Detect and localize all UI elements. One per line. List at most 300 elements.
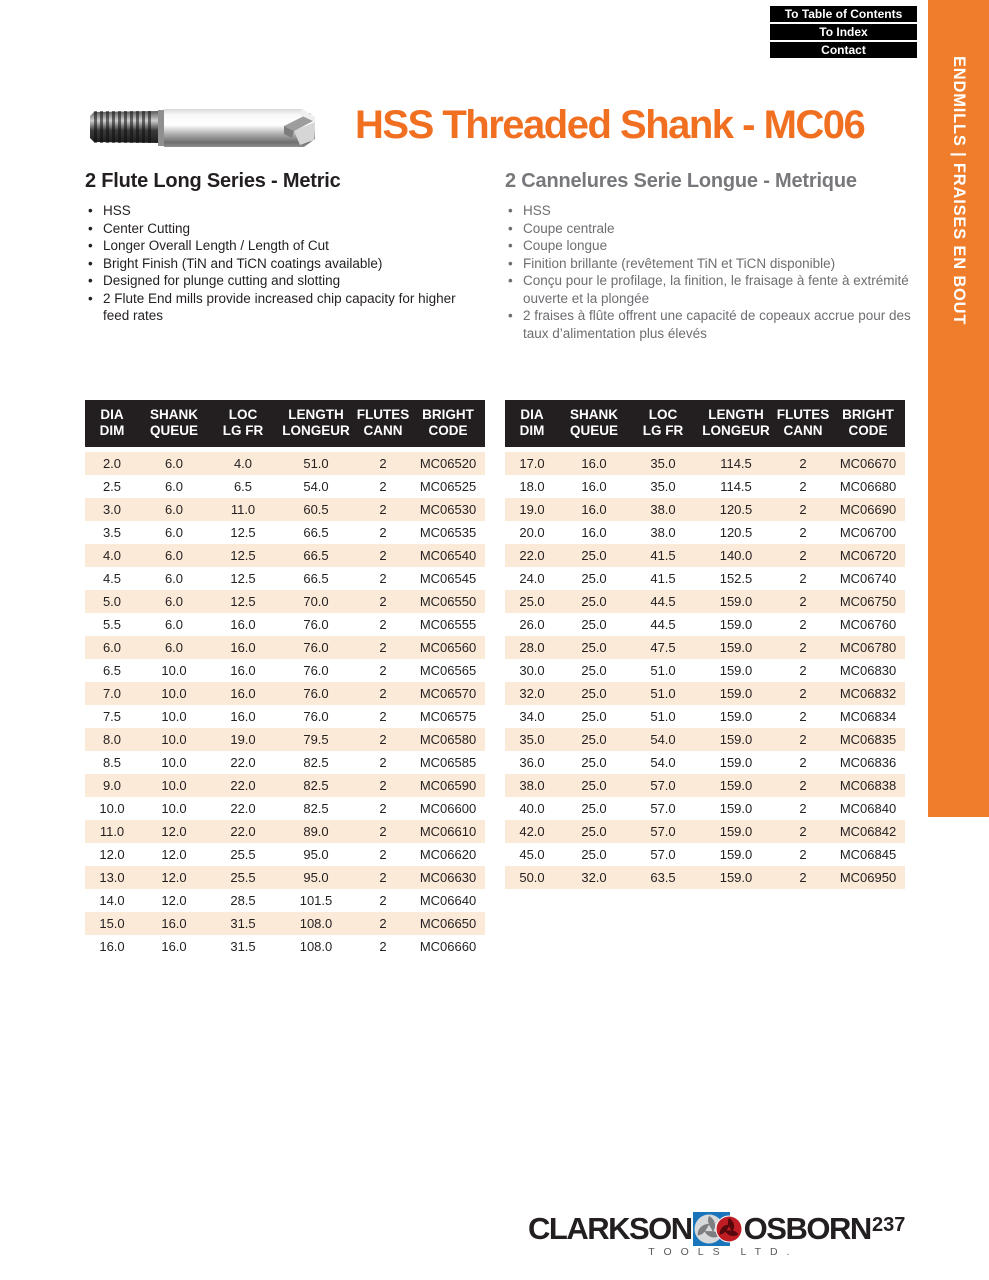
bullet-item: • Bright Finish (TiN and TiCN coatings available) bbox=[85, 255, 485, 273]
cell: 2 bbox=[379, 939, 387, 954]
cell: 30.0 bbox=[519, 663, 545, 678]
cell: MC06830 bbox=[839, 663, 897, 678]
cell: 76.0 bbox=[303, 686, 329, 701]
cell: 22.0 bbox=[230, 755, 256, 770]
cell: 10.0 bbox=[161, 732, 187, 747]
cell: 140.0 bbox=[719, 548, 753, 563]
cell: 2 bbox=[799, 686, 807, 701]
cell: 19.0 bbox=[230, 732, 256, 747]
table-row bbox=[85, 544, 485, 567]
table-row bbox=[505, 728, 905, 751]
cell: 152.5 bbox=[719, 571, 753, 586]
contact-button[interactable]: Contact bbox=[770, 42, 917, 58]
cell: 16.0 bbox=[230, 617, 256, 632]
cell: 57.0 bbox=[650, 778, 676, 793]
cell: 159.0 bbox=[719, 686, 753, 701]
cell: 25.0 bbox=[581, 824, 607, 839]
cell: 2 bbox=[799, 525, 807, 540]
table-row bbox=[85, 912, 485, 935]
table-header bbox=[85, 400, 485, 447]
bullet-item: • Conçu pour le profilage, la finition, le fraisage à fente à extrémité ouverte et la plongée bbox=[505, 272, 925, 307]
table-row bbox=[85, 820, 485, 843]
cell: 16.0 bbox=[161, 939, 187, 954]
cell: 114.5 bbox=[720, 479, 752, 494]
cell: 28.5 bbox=[230, 893, 256, 908]
cell: 66.5 bbox=[303, 525, 329, 540]
table-row bbox=[505, 544, 905, 567]
table-row bbox=[85, 705, 485, 728]
table-body bbox=[85, 452, 485, 958]
cell: 2 bbox=[799, 732, 807, 747]
cell: 54.0 bbox=[650, 755, 676, 770]
cell: 51.0 bbox=[650, 709, 676, 724]
cell: 2 bbox=[379, 594, 387, 609]
cell: 6.0 bbox=[164, 640, 184, 655]
cell: 41.5 bbox=[650, 571, 676, 586]
cell: 35.0 bbox=[650, 456, 676, 471]
cell: 42.0 bbox=[519, 824, 545, 839]
cell: 7.0 bbox=[102, 686, 122, 701]
cell: 22.0 bbox=[230, 824, 256, 839]
column-header: DIA DIM bbox=[99, 407, 125, 438]
bullet-item: • 2 fraises à flûte offrent une capacité de copeaux accrue pour des taux d’alimentation plus élevés bbox=[505, 307, 925, 342]
cell: 25.5 bbox=[230, 870, 256, 885]
cell: MC06650 bbox=[419, 916, 477, 931]
cell: 12.5 bbox=[230, 548, 256, 563]
cell: 2 bbox=[379, 663, 387, 678]
cell: 76.0 bbox=[303, 617, 329, 632]
cell: 79.5 bbox=[303, 732, 329, 747]
brand-subtitle: TOOLS LTD. bbox=[648, 1246, 799, 1258]
cell: 76.0 bbox=[303, 709, 329, 724]
page-number: 237 bbox=[872, 1214, 906, 1236]
cell: 44.5 bbox=[650, 594, 676, 609]
cell: 57.0 bbox=[650, 801, 676, 816]
table-row bbox=[505, 590, 905, 613]
table-row bbox=[85, 613, 485, 636]
table-row bbox=[505, 797, 905, 820]
cell: 11.0 bbox=[230, 502, 256, 517]
cell: 25.0 bbox=[581, 755, 607, 770]
cell: MC06610 bbox=[419, 824, 477, 839]
cell: MC06720 bbox=[839, 548, 897, 563]
cell: 2 bbox=[799, 778, 807, 793]
cell: 2 bbox=[799, 617, 807, 632]
cell: 5.0 bbox=[102, 594, 122, 609]
cell: 159.0 bbox=[719, 870, 753, 885]
cell: MC06580 bbox=[419, 732, 477, 747]
cell: 108.0 bbox=[299, 939, 333, 954]
cell: 45.0 bbox=[519, 847, 545, 862]
top-nav bbox=[770, 6, 917, 58]
table-row bbox=[505, 659, 905, 682]
to-index-button[interactable]: To Index bbox=[770, 24, 917, 40]
table-row bbox=[505, 521, 905, 544]
section-heading-english: 2 Flute Long Series - Metric bbox=[85, 170, 341, 192]
table-body bbox=[505, 452, 905, 889]
cell: 66.5 bbox=[303, 548, 329, 563]
cell: 2 bbox=[379, 456, 387, 471]
cell: 25.0 bbox=[581, 732, 607, 747]
cell: 82.5 bbox=[303, 778, 329, 793]
table-row bbox=[85, 590, 485, 613]
section-heading-french: 2 Cannelures Serie Longue - Metrique bbox=[505, 170, 857, 192]
cell: 38.0 bbox=[519, 778, 545, 793]
cell: MC06550 bbox=[419, 594, 477, 609]
cell: 16.0 bbox=[581, 479, 607, 494]
cell: 7.5 bbox=[102, 709, 122, 724]
column-header: DIA DIM bbox=[519, 407, 545, 438]
cell: 36.0 bbox=[519, 755, 545, 770]
cell: 2 bbox=[379, 755, 387, 770]
table-row bbox=[505, 705, 905, 728]
column-header: LENGTH LONGEUR bbox=[282, 407, 350, 438]
section-french bbox=[505, 170, 925, 342]
cell: 6.5 bbox=[102, 663, 122, 678]
table-row bbox=[505, 820, 905, 843]
cell: 12.5 bbox=[230, 571, 256, 586]
cell: MC06840 bbox=[839, 801, 897, 816]
cell: 12.5 bbox=[230, 594, 256, 609]
column-header: LOC LG FR bbox=[222, 407, 264, 438]
cell: 12.0 bbox=[161, 824, 187, 839]
bullet-item: • Designed for plunge cutting and slotting bbox=[85, 272, 485, 290]
cell: 159.0 bbox=[719, 663, 753, 678]
page-title: HSS Threaded Shank - MC06 bbox=[355, 103, 865, 147]
table-header bbox=[505, 400, 905, 447]
cell: 6.0 bbox=[164, 594, 184, 609]
cell: 6.0 bbox=[164, 548, 184, 563]
cell: 25.5 bbox=[230, 847, 256, 862]
table-row bbox=[85, 475, 485, 498]
spec-table-right bbox=[505, 400, 905, 889]
cell: MC06836 bbox=[839, 755, 897, 770]
cell: 10.0 bbox=[161, 778, 187, 793]
cell: 50.0 bbox=[519, 870, 545, 885]
cell: 51.0 bbox=[303, 456, 329, 471]
cell: 25.0 bbox=[581, 686, 607, 701]
bullet-list-french bbox=[505, 202, 925, 342]
cell: 25.0 bbox=[581, 640, 607, 655]
cell: 38.0 bbox=[650, 502, 676, 517]
cell: 6.0 bbox=[164, 479, 184, 494]
cell: 38.0 bbox=[650, 525, 676, 540]
cell: 114.5 bbox=[720, 456, 752, 471]
brand-osborn: OSBORN bbox=[743, 1211, 871, 1246]
table-row bbox=[505, 774, 905, 797]
cell: 54.0 bbox=[650, 732, 676, 747]
table-row bbox=[505, 751, 905, 774]
cell: 25.0 bbox=[581, 847, 607, 862]
cell: 12.0 bbox=[99, 847, 125, 862]
cell: 2 bbox=[799, 870, 807, 885]
cell: 60.5 bbox=[303, 502, 329, 517]
cell: 4.0 bbox=[102, 548, 122, 563]
cell: 16.0 bbox=[581, 456, 607, 471]
cell: 22.0 bbox=[230, 801, 256, 816]
cell: 89.0 bbox=[303, 824, 329, 839]
cell: 2 bbox=[799, 594, 807, 609]
cell: 13.0 bbox=[99, 870, 125, 885]
cell: 54.0 bbox=[303, 479, 329, 494]
table-row bbox=[85, 452, 485, 475]
cell: 57.0 bbox=[650, 824, 676, 839]
cell: 25.0 bbox=[581, 778, 607, 793]
table-row bbox=[85, 889, 485, 912]
endmills-section-tab[interactable] bbox=[928, 0, 989, 817]
cell: 17.0 bbox=[519, 456, 545, 471]
column-header: BRIGHT CODE bbox=[422, 407, 474, 438]
cell: 16.0 bbox=[581, 502, 607, 517]
table-row bbox=[85, 636, 485, 659]
cell: 51.0 bbox=[650, 663, 676, 678]
cell: 6.0 bbox=[164, 502, 184, 517]
cell: 34.0 bbox=[519, 709, 545, 724]
cell: MC06585 bbox=[419, 755, 477, 770]
cell: 12.0 bbox=[161, 870, 187, 885]
cell: 2 bbox=[799, 847, 807, 862]
cell: MC06835 bbox=[839, 732, 897, 747]
cell: 159.0 bbox=[719, 824, 753, 839]
cell: 2 bbox=[799, 755, 807, 770]
cell: 26.0 bbox=[519, 617, 545, 632]
cell: 2 bbox=[379, 479, 387, 494]
cell: MC06834 bbox=[839, 709, 897, 724]
cell: 159.0 bbox=[719, 778, 753, 793]
cell: 10.0 bbox=[161, 686, 187, 701]
cell: MC06540 bbox=[419, 548, 477, 563]
cell: 2 bbox=[799, 709, 807, 724]
cell: 2 bbox=[379, 893, 387, 908]
cell: 10.0 bbox=[161, 709, 187, 724]
cell: MC06535 bbox=[419, 525, 477, 540]
cell: MC06565 bbox=[419, 663, 477, 678]
table-row bbox=[505, 498, 905, 521]
cell: 8.0 bbox=[102, 732, 122, 747]
bullet-item: • HSS bbox=[85, 202, 485, 220]
cell: 159.0 bbox=[719, 594, 753, 609]
cell: 159.0 bbox=[719, 732, 753, 747]
cell: MC06640 bbox=[419, 893, 477, 908]
cell: MC06555 bbox=[419, 617, 477, 632]
cell: 6.5 bbox=[233, 479, 253, 494]
cell: 25.0 bbox=[581, 663, 607, 678]
cell: 3.5 bbox=[102, 525, 122, 540]
cell: 6.0 bbox=[102, 640, 122, 655]
cell: 101.5 bbox=[299, 893, 333, 908]
cell: 41.5 bbox=[650, 548, 676, 563]
cell: 2 bbox=[379, 548, 387, 563]
cell: 25.0 bbox=[581, 709, 607, 724]
cell: 159.0 bbox=[719, 755, 753, 770]
cell: 3.0 bbox=[102, 502, 122, 517]
bullet-list-english bbox=[85, 202, 485, 325]
cell: 6.0 bbox=[164, 571, 184, 586]
cell: 5.5 bbox=[102, 617, 122, 632]
cell: MC06545 bbox=[419, 571, 477, 586]
cell: MC06530 bbox=[419, 502, 477, 517]
cell: MC06570 bbox=[419, 686, 477, 701]
cell: 2 bbox=[379, 571, 387, 586]
cell: 2 bbox=[379, 640, 387, 655]
cell: 2 bbox=[379, 847, 387, 862]
cell: 40.0 bbox=[519, 801, 545, 816]
endmill-photo bbox=[88, 98, 316, 158]
cell: 159.0 bbox=[719, 709, 753, 724]
cell: 95.0 bbox=[303, 847, 329, 862]
table-row bbox=[505, 475, 905, 498]
cell: 6.0 bbox=[164, 525, 184, 540]
cell: 2 bbox=[379, 709, 387, 724]
cell: 2 bbox=[379, 525, 387, 540]
bullet-item: • Center Cutting bbox=[85, 220, 485, 238]
cell: 2 bbox=[799, 502, 807, 517]
cell: 44.5 bbox=[650, 617, 676, 632]
cell: 4.5 bbox=[102, 571, 122, 586]
bullet-item: • HSS bbox=[505, 202, 925, 220]
cell: 2 bbox=[799, 548, 807, 563]
column-header: BRIGHT CODE bbox=[842, 407, 894, 438]
cell: 35.0 bbox=[650, 479, 676, 494]
cell: 120.5 bbox=[719, 502, 753, 517]
cell: 6.0 bbox=[164, 617, 184, 632]
table-row bbox=[85, 751, 485, 774]
cell: 2 bbox=[379, 778, 387, 793]
cell: MC06842 bbox=[839, 824, 897, 839]
cell: 25.0 bbox=[581, 594, 607, 609]
cell: 10.0 bbox=[161, 663, 187, 678]
cell: 159.0 bbox=[719, 617, 753, 632]
cell: 9.0 bbox=[102, 778, 122, 793]
cell: 120.5 bbox=[719, 525, 753, 540]
cell: 25.0 bbox=[581, 571, 607, 586]
cell: MC06838 bbox=[839, 778, 897, 793]
table-row bbox=[505, 636, 905, 659]
cell: 47.5 bbox=[650, 640, 676, 655]
cell: 14.0 bbox=[99, 893, 125, 908]
cell: 25.0 bbox=[581, 801, 607, 816]
cell: MC06660 bbox=[419, 939, 477, 954]
cell: MC06590 bbox=[419, 778, 477, 793]
cell: 22.0 bbox=[230, 778, 256, 793]
cell: 15.0 bbox=[99, 916, 125, 931]
cell: 31.5 bbox=[230, 939, 256, 954]
cell: 16.0 bbox=[161, 916, 187, 931]
cell: 10.0 bbox=[161, 755, 187, 770]
cell: 2 bbox=[379, 732, 387, 747]
cell: 6.0 bbox=[164, 456, 184, 471]
cell: MC06950 bbox=[839, 870, 897, 885]
cell: MC06750 bbox=[839, 594, 897, 609]
cell: 63.5 bbox=[650, 870, 676, 885]
cell: 108.0 bbox=[299, 916, 333, 931]
cell: 159.0 bbox=[719, 801, 753, 816]
cell: 31.5 bbox=[230, 916, 256, 931]
bullet-item: • Coupe longue bbox=[505, 237, 925, 255]
cell: MC06670 bbox=[839, 456, 897, 471]
cell: 51.0 bbox=[650, 686, 676, 701]
table-row bbox=[85, 521, 485, 544]
cell: 12.0 bbox=[161, 847, 187, 862]
bullet-item: • Longer Overall Length / Length of Cut bbox=[85, 237, 485, 255]
cell: 159.0 bbox=[719, 847, 753, 862]
table-row bbox=[505, 843, 905, 866]
cell: 2 bbox=[799, 824, 807, 839]
cell: 20.0 bbox=[519, 525, 545, 540]
cell: 2.0 bbox=[102, 456, 122, 471]
cell: 12.0 bbox=[161, 893, 187, 908]
table-row bbox=[505, 452, 905, 475]
cell: 35.0 bbox=[519, 732, 545, 747]
cell: 24.0 bbox=[519, 571, 545, 586]
section-english bbox=[85, 170, 485, 325]
cell: MC06600 bbox=[419, 801, 477, 816]
cell: MC06525 bbox=[419, 479, 477, 494]
table-row bbox=[505, 682, 905, 705]
table-row bbox=[85, 728, 485, 751]
section-tab-label: ENDMILLS | FRAISES EN BOUT bbox=[950, 56, 968, 326]
cell: MC06700 bbox=[839, 525, 897, 540]
cell: 70.0 bbox=[303, 594, 329, 609]
cell: 2 bbox=[799, 663, 807, 678]
footer-brand bbox=[528, 1210, 871, 1258]
cell: 4.0 bbox=[233, 456, 253, 471]
cell: 10.0 bbox=[99, 801, 125, 816]
cell: 16.0 bbox=[230, 686, 256, 701]
table-row bbox=[85, 935, 485, 958]
cell: 19.0 bbox=[519, 502, 545, 517]
to-table-of-contents-button[interactable]: To Table of Contents bbox=[770, 6, 917, 22]
cell: MC06760 bbox=[839, 617, 897, 632]
cell: 2 bbox=[799, 456, 807, 471]
bullet-item: • 2 Flute End mills provide increased chip capacity for higher feed rates bbox=[85, 290, 485, 325]
column-header: FLUTES CANN bbox=[356, 407, 410, 438]
bullet-item: • Coupe centrale bbox=[505, 220, 925, 238]
cell: 25.0 bbox=[581, 617, 607, 632]
cell: 76.0 bbox=[303, 663, 329, 678]
cell: 32.0 bbox=[581, 870, 607, 885]
cell: 32.0 bbox=[519, 686, 545, 701]
cell: 2 bbox=[799, 801, 807, 816]
cell: MC06780 bbox=[839, 640, 897, 655]
cell: 8.5 bbox=[102, 755, 122, 770]
cell: 76.0 bbox=[303, 640, 329, 655]
cell: 16.0 bbox=[230, 663, 256, 678]
cell: 25.0 bbox=[581, 548, 607, 563]
cell: 16.0 bbox=[230, 640, 256, 655]
cell: 95.0 bbox=[303, 870, 329, 885]
table-row bbox=[85, 567, 485, 590]
cell: MC06680 bbox=[839, 479, 897, 494]
cell: MC06520 bbox=[419, 456, 477, 471]
cell: 2 bbox=[799, 640, 807, 655]
cell: 2.5 bbox=[102, 479, 122, 494]
cell: 18.0 bbox=[519, 479, 545, 494]
cell: 2 bbox=[379, 870, 387, 885]
cell: 2 bbox=[379, 617, 387, 632]
cell: 16.0 bbox=[581, 525, 607, 540]
table-row bbox=[85, 797, 485, 820]
clarkson-osborn-logo-icon bbox=[693, 1210, 743, 1248]
brand-row bbox=[528, 1210, 871, 1248]
cell: 2 bbox=[799, 571, 807, 586]
cell: 22.0 bbox=[519, 548, 545, 563]
table-row bbox=[85, 682, 485, 705]
cell: 16.0 bbox=[99, 939, 125, 954]
cell: 66.5 bbox=[303, 571, 329, 586]
cell: 10.0 bbox=[161, 801, 187, 816]
cell: 25.0 bbox=[519, 594, 545, 609]
